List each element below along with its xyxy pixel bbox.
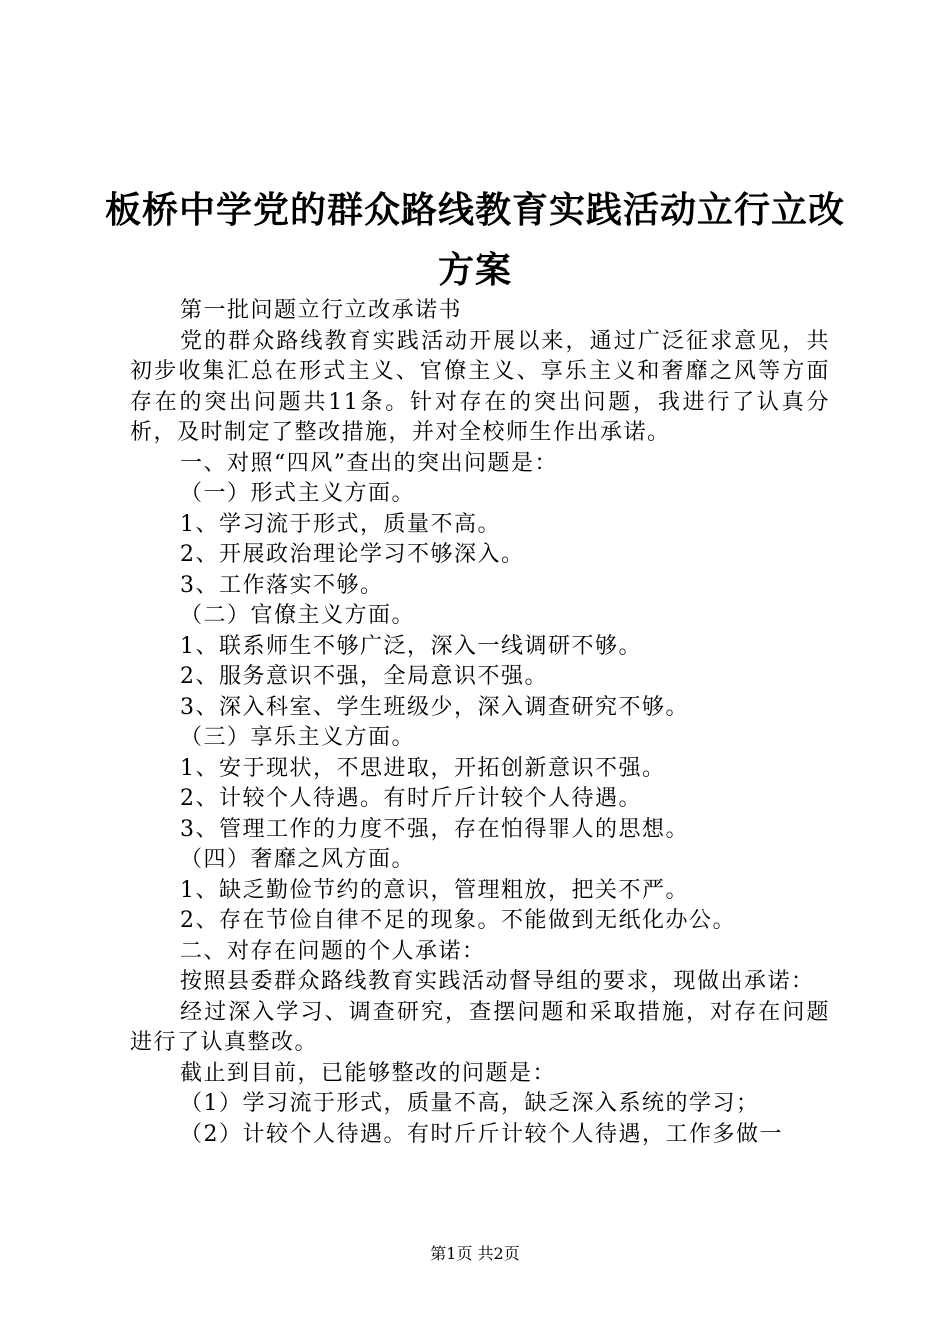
paragraph: 2、开展政治理论学习不够深入。 bbox=[180, 542, 525, 567]
paragraph: 3、工作落实不够。 bbox=[180, 572, 384, 598]
paragraph: （三）享乐主义方面。 bbox=[180, 725, 416, 750]
paragraph: 1、联系师生不够广泛，深入一线调研不够。 bbox=[180, 633, 642, 659]
paragraph: 第一批问题立行立改承诺书 bbox=[180, 298, 463, 323]
document-body bbox=[130, 296, 830, 1150]
paragraph: 1、安于现状，不思进取，开拓创新意识不强。 bbox=[180, 755, 666, 781]
document-title-line1: 板桥中学党的群众路线教育实践活动立行立改 bbox=[104, 189, 845, 231]
paragraph: （2）计较个人待遇。有时斤斤计较个人待遇，工作多做一 bbox=[180, 1121, 783, 1147]
paragraph: 2、存在节俭自律不足的现象。不能做到无纸化办公。 bbox=[180, 908, 736, 933]
page-footer: 第1页 共2页 bbox=[430, 1244, 520, 1263]
paragraph: 1、学习流于形式，质量不高。 bbox=[180, 511, 501, 537]
paragraph: 经过深入学习、调查研究，查摆问题和采取措施，对存在问题进行了认真整改。 bbox=[130, 999, 830, 1055]
paragraph: （二）官僚主义方面。 bbox=[180, 603, 416, 628]
paragraph: 3、深入科室、学生班级少，深入调查研究不够。 bbox=[180, 694, 689, 720]
paragraph: 二、对存在问题的个人承诺： bbox=[180, 938, 486, 964]
paragraph: 3、管理工作的力度不强，存在怕得罪人的思想。 bbox=[180, 816, 689, 842]
paragraph: 截止到目前，已能够整改的问题是： bbox=[180, 1060, 557, 1086]
paragraph: （一）形式主义方面。 bbox=[180, 481, 416, 506]
paragraph: 按照县委群众路线教育实践活动督导组的要求，现做出承诺： bbox=[180, 969, 815, 994]
paragraph: （1）学习流于形式，质量不高，缺乏深入系统的学习； bbox=[180, 1091, 760, 1116]
paragraph: 2、服务意识不强，全局意识不强。 bbox=[180, 664, 548, 689]
paragraph: 1、缺乏勤俭节约的意识，管理粗放，把关不严。 bbox=[180, 877, 689, 903]
paragraph: 一、对照“四风”查出的突出问题是： bbox=[180, 450, 558, 476]
document-title-line2: 方案 bbox=[437, 249, 512, 291]
paragraph: 2、计较个人待遇。有时斤斤计较个人待遇。 bbox=[180, 786, 642, 811]
paragraph: （四）奢靡之风方面。 bbox=[180, 847, 416, 872]
paragraph: 党的群众路线教育实践活动开展以来，通过广泛征求意见，共初步收集汇总在形式主义、官僚主义、享乐主义和奢靡之风等方面存在的突出问题共11条。针对存在的突出问题，我进行了认真分析，及时制定了整改措施，并对全校师生作出承诺。 bbox=[130, 328, 830, 445]
